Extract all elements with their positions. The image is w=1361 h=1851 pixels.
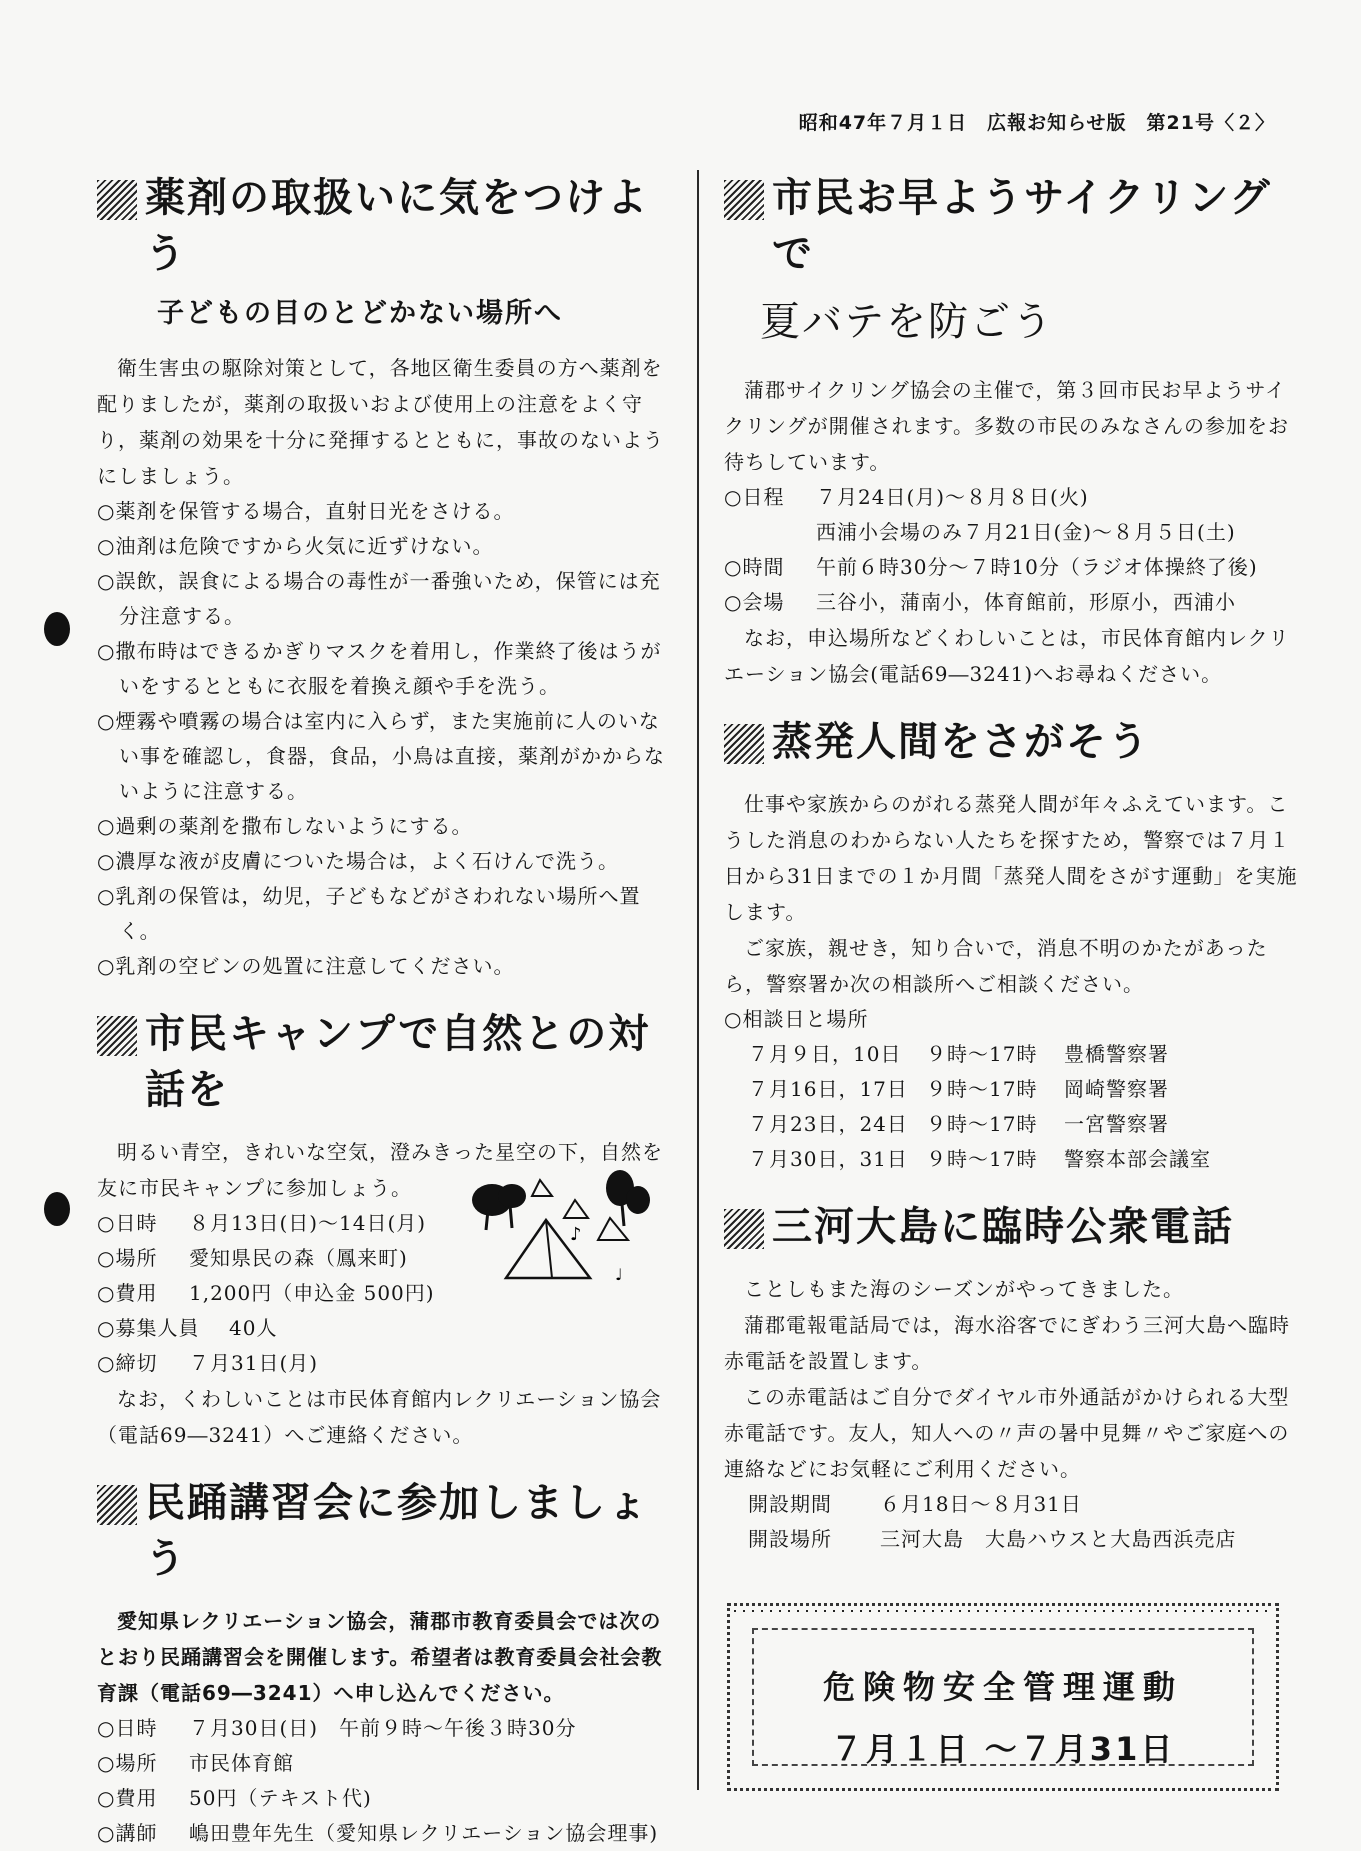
list-item: ○撒布時はできるかぎりマスクを着用し，作業終了後はうがいをするとともに衣服を着換え顔や手を洗う。: [97, 639, 662, 698]
info-row: 開設期間 ６月18日〜８月31日: [748, 1492, 1082, 1516]
article-paragraph: この赤電話はご自分でダイヤル市外通話がかけられる大型赤電話です。友人，知人への〃声の暑中見舞〃やご家庭への連絡などにお気軽にご利用ください。: [724, 1385, 1290, 1481]
article-subtitle: 子どもの目のとどかない場所へ: [157, 298, 563, 329]
hatch-icon: [97, 180, 137, 220]
article-note: なお，申込場所などくわしいことは，市民体育館内レクリエーション協会(電話69―3241)へお尋ねください。: [724, 626, 1290, 686]
article-missing-persons: [724, 714, 1302, 1177]
article-cycling: [724, 170, 1302, 692]
list-item: ○乳剤の保管は，幼児，子どもなどがさわれない場所へ置く。: [97, 884, 641, 943]
info-row: ○講師 嶋田豊年先生（愛知県レクリエーション協会理事): [97, 1821, 659, 1845]
info-row: ○場所 愛知県民の森（鳳来町): [97, 1246, 408, 1270]
article-note: なお，くわしいことは市民体育館内レクリエーション協会（電話69―3241）へご連絡ください。: [97, 1387, 662, 1447]
campaign-title: 危険物安全管理運動: [822, 1668, 1183, 1706]
article-paragraph: ことしもまた海のシーズンがやってきました。: [744, 1277, 1184, 1301]
article-paragraph: 蒲郡電報電話局では，海水浴客でにぎわう三河大島へ臨時赤電話を設置します。: [724, 1313, 1290, 1373]
punch-hole: [44, 1192, 70, 1226]
article-title: 蒸発人間をさがそう: [724, 714, 1302, 770]
list-item: ○過剰の薬剤を撒布しないようにする。: [97, 814, 473, 838]
page-header: 昭和47年７月１日 広報お知らせ版 第21号〈２〉: [798, 112, 1275, 134]
article-intro: 明るい青空，きれいな空気，澄みきった星空の下，自然を友に市民キャンプに参加しょう。: [97, 1140, 663, 1200]
info-row-continuation: 西浦小会場のみ７月21日(金)〜８月５日(土): [816, 520, 1236, 544]
info-row: ○費用 50円（テキスト代): [97, 1786, 372, 1810]
schedule-row: ７月９日，10日 ９時〜17時 豊橋警察署: [748, 1042, 1169, 1066]
article-folkdance: [97, 1475, 677, 1851]
article-title: 民踊講習会に参加しましょう: [97, 1475, 677, 1587]
info-row: ○日時 ８月13日(日)〜14日(月): [97, 1211, 427, 1235]
schedule-row: ７月23日，24日 ９時〜17時 一宮警察署: [748, 1112, 1169, 1136]
left-column: [97, 170, 677, 1851]
article-title: 三河大島に臨時公衆電話: [724, 1199, 1302, 1255]
info-row: ○募集人員 40人: [97, 1316, 278, 1340]
article-intro: 蒲郡サイクリング協会の主催で，第３回市民お早ようサイクリングが開催されます。多数の市民のみなさんの参加をお待ちしています。: [724, 378, 1289, 474]
schedule-label: ○相談日と場所: [724, 1007, 869, 1031]
schedule-row: ７月30日，31日 ９時〜17時 警察本部会議室: [748, 1147, 1211, 1171]
safety-campaign-box: [720, 1596, 1286, 1798]
list-item: ○油剤は危険ですから火気に近ずけない。: [97, 534, 494, 558]
svg-text:♪: ♪: [570, 1224, 582, 1245]
hatch-icon: [724, 1209, 764, 1249]
info-row: ○場所 市民体育館: [97, 1751, 294, 1775]
svg-text:♩: ♩: [615, 1265, 623, 1284]
camp-illustration: [470, 1160, 660, 1290]
article-title: 市民お早ようサイクリングで: [724, 170, 1302, 282]
hatch-icon: [97, 1016, 137, 1056]
article-public-phone: [724, 1199, 1302, 1557]
info-row: ○会場 三谷小，蒲南小，体育館前，形原小，西浦小: [724, 590, 1236, 614]
article-paragraph: ご家族，親せき，知り合いで，消息不明のかたがあったら，警察署か次の相談所へご相談ください。: [724, 936, 1268, 996]
hatch-icon: [97, 1485, 137, 1525]
right-column: [724, 170, 1302, 1557]
list-item: ○誤飲，誤食による場合の毒性が一番強いため，保管には充分注意する。: [97, 569, 661, 628]
info-row: ○締切 ７月31日(月): [97, 1351, 319, 1375]
list-item: ○煙霧や噴霧の場合は室内に入らず，また実施前に人のいない事を確認し，食器，食品，小鳥は直接，薬剤がかからないように注意する。: [97, 709, 665, 803]
schedule-row: ７月16日，17日 ９時〜17時 岡崎警察署: [748, 1077, 1169, 1101]
info-row: ○時間 午前６時30分〜７時10分（ラジオ体操終了後): [724, 555, 1258, 579]
hatch-icon: [724, 724, 764, 764]
article-paragraph: 仕事や家族からのがれる蒸発人間が年々ふえています。こうした消息のわからない人たちを探すため，警察では７月１日から31日までの１か月間「蒸発人間をさがす運動」を実施します。: [724, 792, 1298, 924]
list-item: ○濃厚な液が皮膚についた場合は，よく石けんで洗う。: [97, 849, 620, 873]
article-title: 市民キャンプで自然との対話を: [97, 1006, 677, 1118]
article-intro: 愛知県レクリエーション協会，蒲郡市教育委員会では次のとおり民踊講習会を開催します。希望者は教育委員会社会教育課（電話69―3241）へ申し込んでください。: [97, 1609, 663, 1705]
list-item: ○乳剤の空ビンの処置に注意してください。: [97, 954, 515, 978]
info-row: 開設場所 三河大島 大島ハウスと大島西浜売店: [748, 1527, 1237, 1551]
hatch-icon: [724, 180, 764, 220]
campaign-dates: ７月１日 〜７月31日: [830, 1730, 1176, 1768]
info-row: ○日時 ７月30日(日) 午前９時〜午後３時30分: [97, 1716, 577, 1740]
info-row: ○日程 ７月24日(月)〜８月８日(火): [724, 485, 1089, 509]
article-title: 薬剤の取扱いに気をつけよう: [97, 170, 677, 282]
info-row: ○費用 1,200円（申込金 500円): [97, 1281, 435, 1305]
article-title-line2: 夏バテを防ごう: [760, 299, 1054, 345]
list-item: ○薬剤を保管する場合，直射日光をさける。: [97, 499, 515, 523]
article-chemicals: [97, 170, 677, 984]
column-divider: [697, 170, 699, 1790]
punch-hole: [44, 612, 70, 646]
article-intro: 衛生害虫の駆除対策として，各地区衛生委員の方へ薬剤を配りましたが，薬剤の取扱いおよび使用上の注意をよく守り，薬剤の効果を十分に発揮するとともに，事故のないようにしましょう。: [97, 356, 664, 488]
